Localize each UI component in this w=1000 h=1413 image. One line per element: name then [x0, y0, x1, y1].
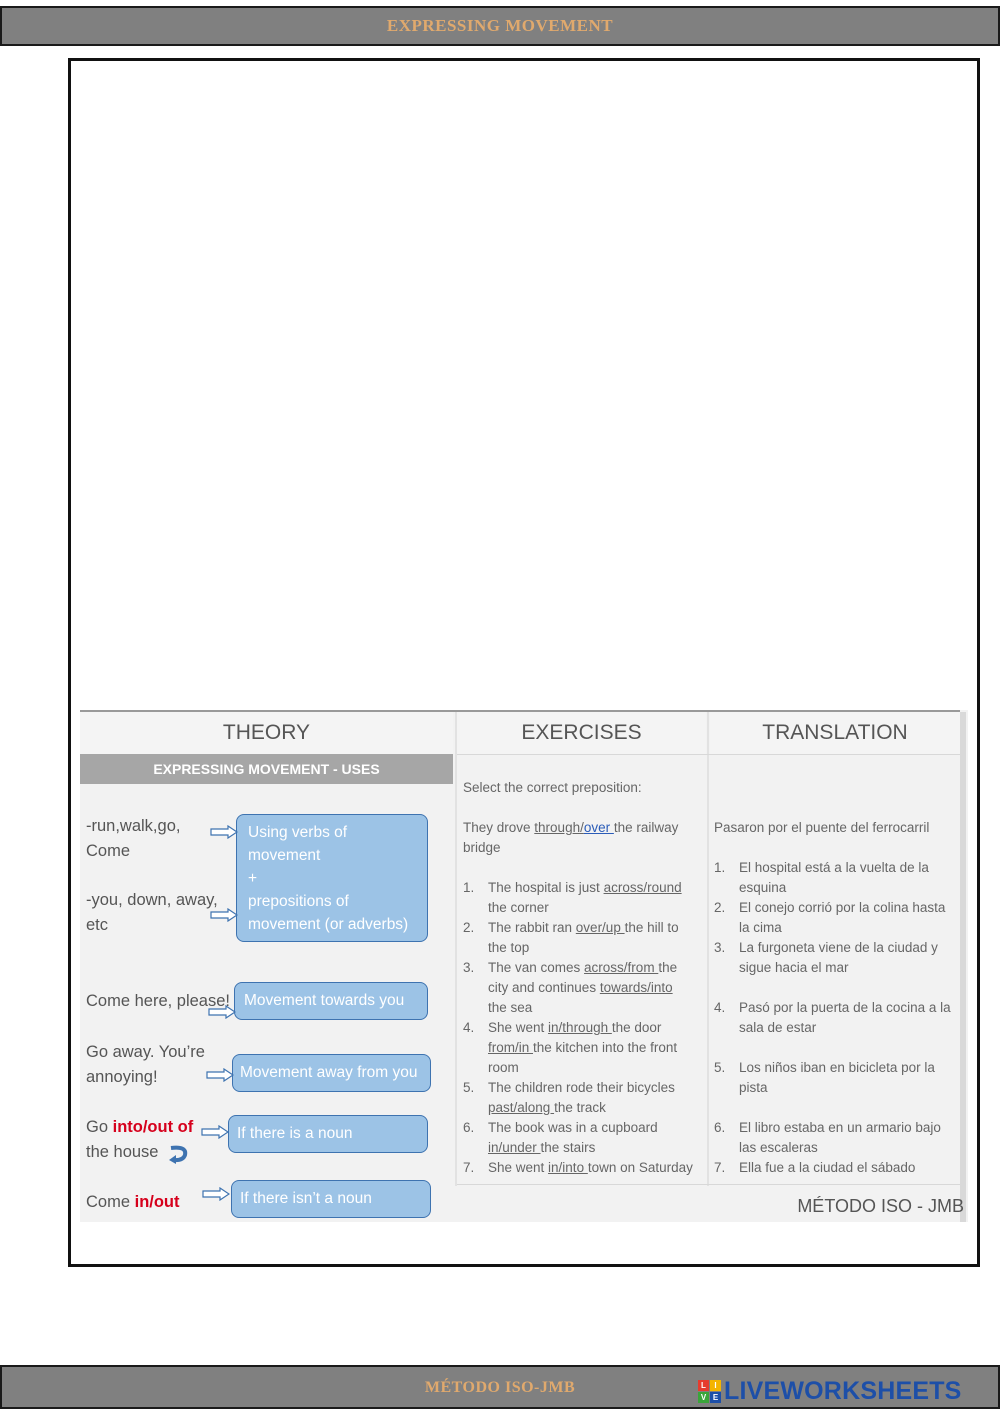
translation-example: Pasaron por el puente del ferrocarril: [714, 820, 930, 835]
arrow-icon: [201, 1125, 229, 1139]
no-noun-box: If there isn’t a noun: [231, 1180, 431, 1218]
header-title: EXPRESSING MOVEMENT: [386, 16, 614, 35]
noun-box: If there is a noun: [228, 1115, 428, 1153]
liveworksheets-logo[interactable]: [698, 1376, 962, 1405]
no-noun-example: Come in/out: [86, 1193, 180, 1211]
column-divider: [960, 712, 966, 1222]
away-example: Go away. You’re annoying!: [86, 1043, 205, 1086]
verbs-prepositions-box: Using verbs of movement + prepositions of movement (or adverbs): [236, 814, 428, 942]
exercise-instruction: Select the correct preposition:: [463, 780, 642, 795]
arrow-icon: [206, 1068, 234, 1082]
curved-arrow-icon: [167, 1142, 191, 1164]
header-bar: [0, 6, 1000, 46]
column-header-exercises: EXERCISES: [457, 712, 706, 754]
header-rule: [457, 754, 960, 755]
liveworksheets-wordmark: LIVEWORKSHEETS: [724, 1376, 962, 1405]
footer-title: MÉTODO ISO-JMB: [424, 1379, 576, 1396]
theory-exercises-sheet: [80, 710, 968, 1222]
arrow-icon: [202, 1187, 230, 1201]
column-header-theory: THEORY: [80, 712, 453, 754]
translation-list: 1. El hospital está a la vuelta de la esquina 2. El conejo corrió por la colina hasta la cima 3. La furgoneta viene de la ciudad y sigue hacia el mar 4. Pasó por la puerta de la cocina a la sala de estar 5. Los niños iban en bicicleta por la pista 6. El libro estaba en un armario bajo las escaleras 7. Ella fue a la ciudad el sábado: [714, 860, 951, 1175]
column-header-translation: TRANSLATION: [710, 712, 960, 754]
method-signature: MÉTODO ISO - JMB: [797, 1196, 964, 1216]
movement-away-box: Movement away from you: [232, 1054, 431, 1092]
noun-example: Go into/out of the house: [86, 1115, 193, 1165]
exercise-example: They drove through/over the railway bridge: [463, 820, 679, 855]
toward-example: Come here, please!: [86, 992, 230, 1010]
adverbs-text: -you, down, away, etc: [86, 891, 218, 934]
column-divider: [455, 712, 457, 1186]
liveworksheets-logo-icon: L I V E: [698, 1380, 721, 1403]
arrow-icon: [208, 1005, 236, 1019]
top-rule: [80, 710, 960, 712]
exercise-list: 1. The hospital is just across/round the corner 2. The rabbit ran over/up the hill to the top 3. The van comes across/from the city and continues towards/into the sea 4. She went in/through the door from/in the kitchen into the front room 5. The children rode their bicycles past/along the track 6. The book was in a cupboard in/under the stairs 7. She went in/into town on Saturday: [463, 880, 693, 1175]
arrow-icon: [210, 825, 238, 839]
verbs-text: -run,walk,go, Come: [86, 817, 181, 860]
movement-towards-box: Movement towards you: [234, 982, 428, 1020]
uses-banner: EXPRESSING MOVEMENT - USES: [80, 754, 453, 784]
arrow-icon: [210, 908, 238, 922]
